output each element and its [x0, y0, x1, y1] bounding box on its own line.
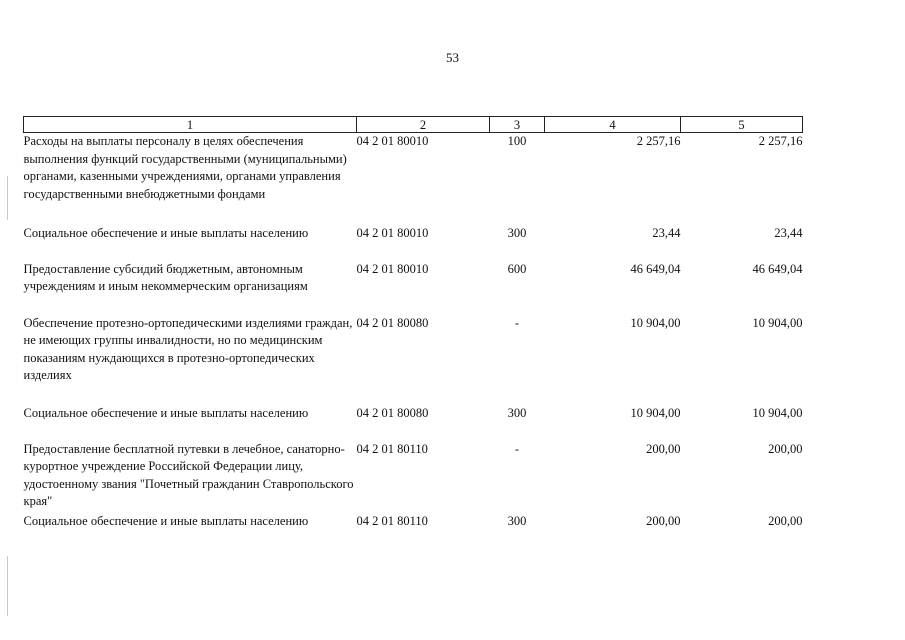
row-code: 04 2 01 80010	[356, 225, 429, 240]
table-row	[24, 315, 803, 405]
row-value-5: 200,00	[768, 441, 803, 456]
row-expense-type: 300	[507, 513, 527, 528]
row-value-4: 200,00	[646, 513, 681, 528]
row-expense-type: 100	[507, 134, 527, 148]
row-value-5: 23,44	[774, 225, 803, 240]
table-row	[24, 405, 803, 441]
page-number: 53	[446, 50, 459, 65]
row-code: 04 2 01 80080	[356, 405, 429, 420]
column-header-4: 4	[545, 117, 681, 133]
row-expense-type: 300	[507, 225, 527, 240]
row-name: Расходы на выплаты персоналу в целях обеспечения выполнения функций государственными (муниципальными) органами, казенными учреждениями, органами управления государственными внебюджетными фондами	[23, 134, 347, 201]
row-value-4: 10 904,00	[630, 405, 681, 420]
row-name: Предоставление бесплатной путевки в лечебное, санаторно-курортное учреждение Российской Федерации лицу, удостоенному звания "Почетный гражданин Ставропольского края"	[23, 441, 354, 508]
row-name: Предоставление субсидий бюджетным, автономным учреждениям и иным некоммерческим организациям	[23, 261, 308, 293]
row-value-4: 2 257,16	[636, 134, 681, 148]
table-row	[24, 225, 803, 261]
row-value-5: 200,00	[768, 513, 803, 528]
row-code: 04 2 01 80110	[356, 513, 428, 528]
row-name: Социальное обеспечение и иные выплаты населению	[23, 513, 309, 528]
scan-artifact-line	[7, 176, 8, 220]
row-value-5: 10 904,00	[752, 405, 803, 420]
column-header-3: 3	[490, 117, 545, 133]
row-name: Обеспечение протезно-ортопедическими изделиями граждан, не имеющих группы инвалидности, но по медицинским показаниям нуждающихся в протезно-ортопедических изделиях	[23, 315, 353, 382]
row-code: 04 2 01 80010	[356, 261, 429, 276]
row-value-5: 10 904,00	[752, 315, 803, 330]
row-expense-type: 600	[507, 261, 527, 276]
column-header-5: 5	[681, 117, 803, 133]
row-name: Социальное обеспечение и иные выплаты населению	[23, 405, 309, 420]
row-value-4: 10 904,00	[630, 315, 681, 330]
budget-table	[23, 116, 803, 533]
scan-artifact-line	[7, 556, 8, 616]
row-value-4: 200,00	[646, 441, 681, 456]
row-expense-type: -	[514, 315, 520, 330]
row-name: Социальное обеспечение и иные выплаты населению	[23, 225, 309, 240]
row-code: 04 2 01 80010	[356, 134, 429, 148]
row-expense-type: 300	[507, 405, 527, 420]
column-header-2: 2	[357, 117, 490, 133]
row-value-4: 46 649,04	[630, 261, 681, 276]
row-code: 04 2 01 80110	[356, 441, 428, 456]
table-row	[24, 133, 803, 225]
row-value-4: 23,44	[652, 225, 681, 240]
table-header-row	[24, 117, 803, 133]
row-value-5: 46 649,04	[752, 261, 803, 276]
table-row	[24, 441, 803, 513]
table-row	[24, 513, 803, 533]
column-header-1: 1	[24, 117, 357, 133]
row-value-5: 2 257,16	[758, 134, 803, 148]
row-code: 04 2 01 80080	[356, 315, 429, 330]
row-expense-type: -	[514, 441, 520, 456]
table-row	[24, 261, 803, 315]
